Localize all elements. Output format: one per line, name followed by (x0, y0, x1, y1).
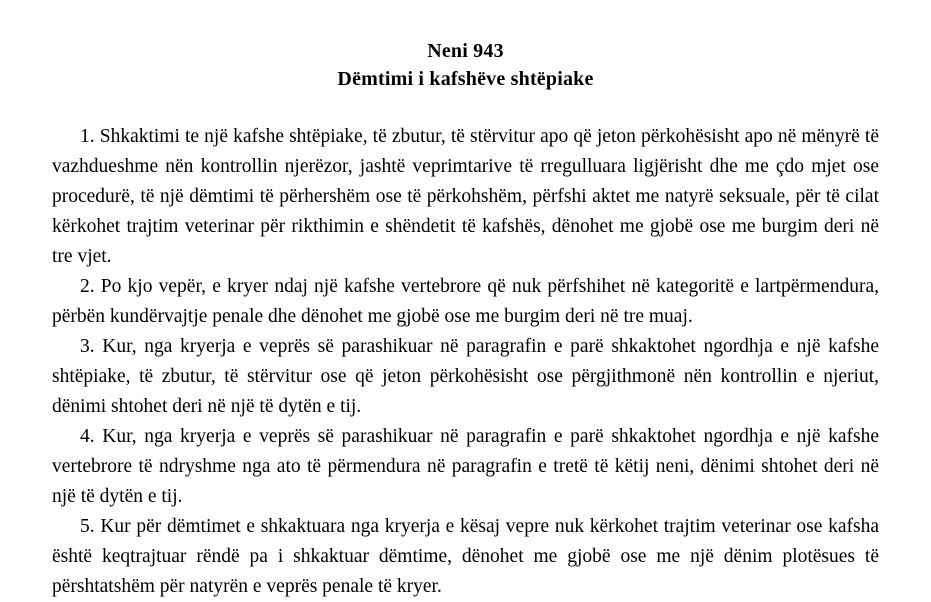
paragraph-1: 1. Shkaktimi te një kafshe shtëpiake, të zbutur, të stërvitur apo që jeton përkohësisht apo në mënyrë të vazhdueshme nën kontrollin njerëzor, jashtë veprimtarive të rregulluara ligjërisht dhe me çdo mjet ose procedurë, të një dëmtimi të përhershëm ose të përkohshëm, përfshi aktet me natyrë seksuale, për të cilat kërkohet trajtim veterinar për rikthimin e shëndetit të kafshës, dënohet me gjobë ose me burgim deri në tre vjet. (52, 126, 879, 267)
paragraph-4: 4. Kur, nga kryerja e veprës së parashikuar në paragrafin e parë shkaktohet ngordhja e një kafshe vertebrore të ndryshme nga ato të përmendura në paragrafin e tretë të këtij neni, dënimi shtohet deri në një të dytën e tij. (52, 426, 879, 507)
paragraph-3: 3. Kur, nga kryerja e veprës së parashikuar në paragrafin e parë shkaktohet ngordhja e një kafshe shtëpiake, të zbutur, të stërvitur ose që jeton përkohësisht ose përgjithmonë nën kontrollin e njeriut, dënimi shtohet deri në një të dytën e tij. (52, 336, 879, 417)
page-title: Neni 943 (427, 40, 504, 62)
page-subtitle: Dëmtimi i kafshëve shtëpiake (337, 68, 594, 90)
document-body (52, 122, 879, 602)
paragraph-5: 5. Kur për dëmtimet e shkaktuara nga kryerja e kësaj vepre nuk kërkohet trajtim veterinar ose kafsha është keqtrajtuar rëndë pa i shkaktuar dëmtime, dënohet me gjobë ose me një dënim plotësues të përshtatshëm për natyrën e veprës penale të kryer. (52, 516, 879, 597)
paragraph-2: 2. Po kjo vepër, e kryer ndaj një kafshe vertebrore që nuk përfshihet në kategoritë e lartpërmendura, përbën kundërvajtje penale dhe dënohet me gjobë ose me burgim deri në tre muaj. (52, 276, 879, 327)
